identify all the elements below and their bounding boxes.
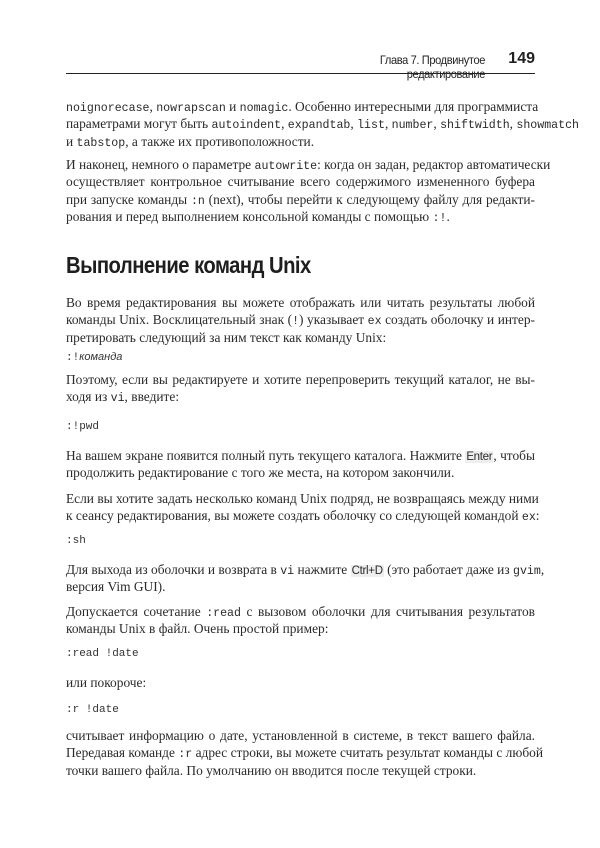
text-run: или покороче: <box>66 675 147 690</box>
paragraph <box>66 603 535 638</box>
text-run: Во время редактирования вы можете отображать или читать результаты любой <box>66 295 535 310</box>
inline-code: :n <box>190 194 205 208</box>
text-line <box>66 447 535 464</box>
text-run: , <box>540 562 545 577</box>
text-line <box>66 329 535 346</box>
text-run: претировать следующий за ним текст как команду Unix: <box>66 329 387 345</box>
text-run: нажмите <box>294 562 351 577</box>
text-run: осуществляет контрольное считывание всего содержимого измененного буфера <box>66 174 535 190</box>
text-line <box>66 311 535 328</box>
text-run: при запуске команды <box>66 191 191 207</box>
inline-code: list <box>357 119 385 133</box>
inline-code: showmatch <box>516 119 579 133</box>
text-run: с вызовом оболочки для считывания результатов <box>240 604 536 619</box>
text-run: Если вы хотите задать несколько команд Unix подряд, не возвращаясь между ними <box>66 491 539 506</box>
inline-code: ex <box>367 315 382 329</box>
text-run: рования и перед выполнением консольной команды с помощью <box>66 208 433 224</box>
text-run: . Особенно интересными для программиста <box>288 99 539 114</box>
text-line <box>66 156 551 173</box>
text-run: создать оболочку и интер- <box>381 312 535 328</box>
text-run: . <box>446 208 450 224</box>
text-run: , <box>433 116 441 132</box>
text-line <box>66 294 535 311</box>
inline-code: number <box>391 119 434 133</box>
inline-code: vi <box>280 565 295 578</box>
section-heading: Выполнение команд Unix <box>66 252 311 278</box>
text-line <box>66 578 535 595</box>
text-line <box>66 744 544 762</box>
code-line: :r !date <box>66 704 119 716</box>
inline-code: :r <box>178 748 193 762</box>
code-line: :!pwd <box>66 421 100 433</box>
code-line <box>66 351 122 364</box>
text-run: Поэтому, если вы редактируете и хотите перепроверить текущий каталог, не вы- <box>66 372 535 387</box>
code-placeholder: команда <box>79 351 123 363</box>
text-line <box>66 464 535 481</box>
text-run: Передавая команде <box>66 745 179 761</box>
text-line <box>66 762 535 779</box>
text-line <box>66 507 540 525</box>
text-line <box>66 727 535 744</box>
inline-code: shiftwidth <box>440 119 510 133</box>
text-run: ходя из <box>66 389 111 405</box>
text-run: команды Unix. Восклицательный знак ( <box>66 312 293 328</box>
paragraph <box>66 156 551 225</box>
text-line <box>66 561 545 578</box>
paragraph <box>66 561 545 596</box>
key-name: Ctrl+D <box>351 565 383 577</box>
text-line <box>66 133 535 150</box>
text-run: продолжить редактирование с того же места, на котором закончили. <box>66 465 455 481</box>
paragraph <box>66 294 535 346</box>
text-run: Допускается сочетание <box>66 604 207 619</box>
text-run: команды Unix в файл. Очень простой пример: <box>66 621 329 637</box>
text-run: (это работает даже из <box>383 562 513 577</box>
text-run: версия Vim GUI). <box>66 579 166 595</box>
code-line: :sh <box>66 535 86 547</box>
paragraph <box>66 674 535 691</box>
text-run: : <box>535 508 540 524</box>
text-run: На вашем экране появится полный путь текущего каталога. Нажмите <box>66 448 466 463</box>
inline-code: autowrite <box>254 160 318 173</box>
code-line: :read !date <box>66 648 139 660</box>
text-line <box>66 603 535 620</box>
text-line <box>66 173 535 190</box>
inline-code: nomagic <box>239 102 289 115</box>
text-run: считывает информацию о дате, установленной в системе, в текст вашего файла. <box>66 728 535 743</box>
text-line <box>66 208 535 225</box>
text-run: , а также их противоположности. <box>125 133 315 149</box>
inline-code: gvim <box>513 565 541 578</box>
paragraph <box>66 727 544 779</box>
text-run: : когда он задан, редактор автоматически <box>317 157 551 172</box>
chapter-title: Глава 7. Продвинутое <box>379 53 485 67</box>
paragraph <box>66 447 535 482</box>
text-run: Для выхода из оболочки и возврата в <box>66 562 281 577</box>
inline-code: expandtab <box>287 119 351 133</box>
text-run: И наконец, немного о параметре <box>66 157 255 172</box>
text-run: параметрами могут быть <box>66 116 212 132</box>
text-run: ) указывает <box>299 312 368 328</box>
text-run: (next), чтобы перейти к следующему файлу для редакти- <box>204 191 535 207</box>
text-line <box>66 620 535 637</box>
text-line <box>66 490 539 507</box>
inline-code: ! <box>292 315 300 329</box>
text-run: , чтобы <box>493 448 535 463</box>
text-run: , <box>350 116 358 132</box>
text-run: к сеансу редактирования, вы можете создать оболочку со следующей командой <box>66 508 522 524</box>
inline-code: ex <box>521 511 536 525</box>
page-number: 149 <box>508 50 535 67</box>
inline-code: autoindent <box>211 119 282 133</box>
inline-code: :read <box>206 607 241 620</box>
text-run: , введите: <box>124 389 180 405</box>
inline-code: :! <box>432 211 447 225</box>
inline-code: noignorecase <box>66 102 150 115</box>
paragraph <box>66 371 535 406</box>
text-line <box>66 371 535 388</box>
text-run: и <box>66 133 77 149</box>
text-run: точки вашего файла. По умолчанию он вводится после текущей строки. <box>66 762 477 778</box>
text-run: , <box>149 99 157 114</box>
text-run: , <box>384 116 392 132</box>
inline-code: nowrapscan <box>156 102 226 115</box>
text-run: и <box>225 99 240 114</box>
inline-code: vi <box>110 392 125 406</box>
header-rule <box>66 73 535 74</box>
text-line <box>66 388 535 405</box>
code-text: :! <box>66 352 80 364</box>
text-line <box>66 115 579 133</box>
text-run: , <box>281 116 288 132</box>
inline-code: tabstop <box>76 136 126 150</box>
paragraph <box>66 490 540 525</box>
text-run: , <box>509 116 517 132</box>
text-line <box>66 674 535 691</box>
key-name: Enter <box>466 451 493 463</box>
paragraph <box>66 98 579 150</box>
text-run: адрес строки, вы можете считать результат команды с любой <box>192 745 544 761</box>
text-line <box>66 98 539 115</box>
text-line <box>66 191 535 208</box>
